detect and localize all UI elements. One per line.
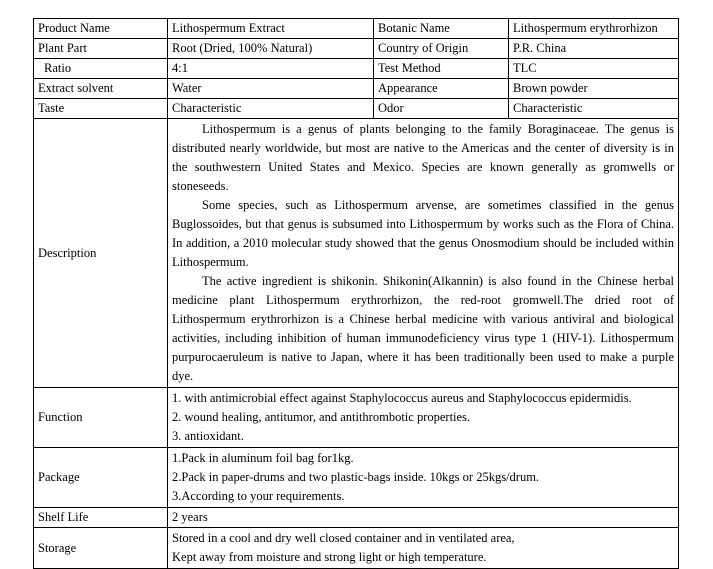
package-item: 2.Pack in paper-drums and two plastic-bags inside. 10kgs or 25kgs/drum. <box>172 470 540 484</box>
botanic-name-value: Lithospermum erythrorhizon <box>509 19 679 39</box>
product-spec-table <box>33 18 679 569</box>
storage-line: Stored in a cool and dry well closed container and in ventilated area, <box>172 531 515 545</box>
appearance-value: Brown powder <box>509 79 679 99</box>
ratio-label: Ratio <box>34 59 168 79</box>
package-list <box>168 448 679 508</box>
extract-solvent-label: Extract solvent <box>34 79 168 99</box>
odor-label: Odor <box>374 99 509 119</box>
table-row-package <box>34 448 679 508</box>
country-of-origin-value: P.R. China <box>509 39 679 59</box>
country-of-origin-label: Country of Origin <box>374 39 509 59</box>
table-row-storage <box>34 528 679 569</box>
function-item: 3. antioxidant. <box>172 429 244 443</box>
package-item: 3.According to your requirements. <box>172 489 345 503</box>
shelf-life-value: 2 years <box>168 508 679 528</box>
table-row-shelf-life <box>34 508 679 528</box>
function-list <box>168 388 679 448</box>
table-row-product-name <box>34 19 679 39</box>
function-item: 2. wound healing, antitumor, and antithrombotic properties. <box>172 410 471 424</box>
description-label: Description <box>34 119 168 388</box>
function-label: Function <box>34 388 168 448</box>
package-item: 1.Pack in aluminum foil bag for1kg. <box>172 451 354 465</box>
description-text <box>168 119 679 388</box>
storage-line: Kept away from moisture and strong light or high temperature. <box>172 550 487 564</box>
table-row-ratio <box>34 59 679 79</box>
description-paragraph: The active ingredient is shikonin. Shikonin(Alkannin) is also found in the Chinese herbal medicine plant Lithospermum erythrorhizon, the red-root gromwell.The dried root of Lithospermum erythrorhizon is a Chinese herbal medicine with various antiviral and biological activities, including inhibition of human immunodeficiency virus type 1 (HIV-1). Lithospermum purpurocaeruleum is native to Japan, where it has been traditionally been used to make a purple dye. <box>172 274 674 383</box>
extract-solvent-value: Water <box>168 79 374 99</box>
plant-part-value: Root (Dried, 100% Natural) <box>168 39 374 59</box>
storage-label: Storage <box>34 528 168 569</box>
table-row-function <box>34 388 679 448</box>
function-item: 1. with antimicrobial effect against Staphylococcus aureus and Staphylococcus epidermidis. <box>172 391 632 405</box>
appearance-label: Appearance <box>374 79 509 99</box>
product-name-label: Product Name <box>34 19 168 39</box>
test-method-value: TLC <box>509 59 679 79</box>
shelf-life-label: Shelf Life <box>34 508 168 528</box>
taste-value: Characteristic <box>168 99 374 119</box>
description-paragraph: Lithospermum is a genus of plants belonging to the family Boraginaceae. The genus is distributed nearly worldwide, but most are native to the Americas and the center of diversity is in the southwestern United States and Mexico. Species are known generally as gromwells or stoneseeds. <box>172 122 674 193</box>
table-row-taste <box>34 99 679 119</box>
product-name-value: Lithospermum Extract <box>168 19 374 39</box>
ratio-value: 4:1 <box>168 59 374 79</box>
taste-label: Taste <box>34 99 168 119</box>
storage-text <box>168 528 679 569</box>
package-label: Package <box>34 448 168 508</box>
botanic-name-label: Botanic Name <box>374 19 509 39</box>
test-method-label: Test Method <box>374 59 509 79</box>
table-row-plant-part <box>34 39 679 59</box>
odor-value: Characteristic <box>509 99 679 119</box>
description-paragraph: Some species, such as Lithospermum arvense, are sometimes classified in the genus Buglossoides, but that genus is subsumed into Lithospermum by works such as the Flora of China. In addition, a 2010 molecular study showed that the genus Onosmodium should be included within Lithospermum. <box>172 198 674 269</box>
plant-part-label: Plant Part <box>34 39 168 59</box>
table-row-description <box>34 119 679 388</box>
table-row-extract-solvent <box>34 79 679 99</box>
